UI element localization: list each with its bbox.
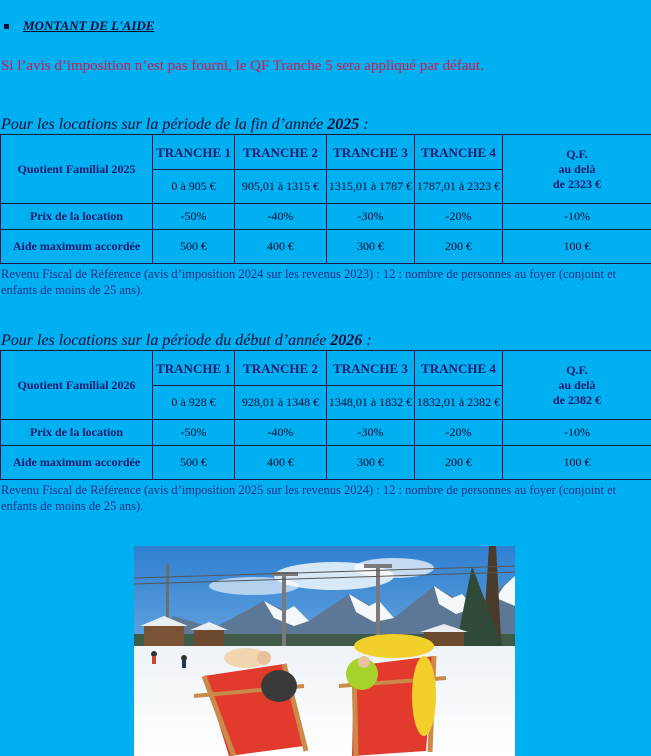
aid-value: 300 € — [327, 230, 415, 264]
tranche-range: 928,01 à 1348 € — [235, 386, 327, 420]
qf-label: Quotient Familial 2025 — [1, 135, 153, 204]
tarif-table-2026 — [0, 350, 651, 480]
aid-value: 400 € — [235, 446, 327, 480]
aid-value: 500 € — [153, 230, 235, 264]
beyond-header: Q.F. au delà de 2382 € — [503, 351, 651, 420]
aid-value: 200 € — [415, 230, 503, 264]
tranche-range: 0 à 928 € — [153, 386, 235, 420]
aid-value: 100 € — [503, 230, 651, 264]
tranche-range: 905,01 à 1315 € — [235, 170, 327, 204]
tranche-range: 1832,01 à 2382 € — [415, 386, 503, 420]
price-value: -50% — [153, 420, 235, 446]
tranche-range: 1787,01 à 2323 € — [415, 170, 503, 204]
warning-text: Si l’avis d’imposition n’est pas fourni, le QF Tranche 5 sera appliqué par défaut. — [1, 58, 484, 74]
tranche-range: 1348,01 à 1832 € — [327, 386, 415, 420]
tranche-header: TRANCHE 1 — [153, 351, 235, 386]
period-title-2026: Pour les locations sur la période du début d’année 2026 : — [1, 332, 372, 349]
note-2026: Revenu Fiscal de Référence (avis d’imposition 2025 sur les revenus 2024) : 12 : nombre de personnes au foyer (conjoint et enfants de moins de 25 ans). — [1, 483, 617, 513]
aid-value: 100 € — [503, 446, 651, 480]
tranche-header: TRANCHE 3 — [327, 351, 415, 386]
aid-value: 500 € — [153, 446, 235, 480]
price-label: Prix de la location — [1, 204, 153, 230]
beyond-header: Q.F. au delà de 2323 € — [503, 135, 651, 204]
price-label: Prix de la location — [1, 420, 153, 446]
tranche-range: 1315,01 à 1787 € — [327, 170, 415, 204]
price-value: -20% — [415, 420, 503, 446]
price-value: -20% — [415, 204, 503, 230]
price-value: -40% — [235, 204, 327, 230]
tranche-header: TRANCHE 4 — [415, 135, 503, 170]
tarif-table-2025 — [0, 134, 651, 264]
tranche-header: TRANCHE 4 — [415, 351, 503, 386]
section-heading — [4, 18, 154, 34]
price-value: -40% — [235, 420, 327, 446]
price-value: -10% — [503, 204, 651, 230]
qf-label: Quotient Familial 2026 — [1, 351, 153, 420]
bullet-icon — [4, 24, 9, 29]
aid-label: Aide maximum accordée — [1, 446, 153, 480]
tranche-range: 0 à 905 € — [153, 170, 235, 204]
aid-value: 300 € — [327, 446, 415, 480]
price-value: -30% — [327, 204, 415, 230]
tranche-header: TRANCHE 1 — [153, 135, 235, 170]
note-2025: Revenu Fiscal de Référence (avis d’imposition 2024 sur les revenus 2023) : 12 : nombre de personnes au foyer (conjoint et enfants de moins de 25 ans). — [1, 267, 617, 297]
aid-value: 400 € — [235, 230, 327, 264]
tranche-header: TRANCHE 2 — [235, 351, 327, 386]
tranche-header: TRANCHE 3 — [327, 135, 415, 170]
ski-resort-deckchairs-photo — [134, 546, 515, 756]
period-title-2025: Pour les locations sur la période de la fin d’année 2025 : — [1, 116, 369, 133]
price-value: -50% — [153, 204, 235, 230]
tranche-header: TRANCHE 2 — [235, 135, 327, 170]
aid-label: Aide maximum accordée — [1, 230, 153, 264]
price-value: -10% — [503, 420, 651, 446]
aid-value: 200 € — [415, 446, 503, 480]
price-value: -30% — [327, 420, 415, 446]
heading-text: MONTANT DE L'AIDE — [23, 18, 155, 33]
